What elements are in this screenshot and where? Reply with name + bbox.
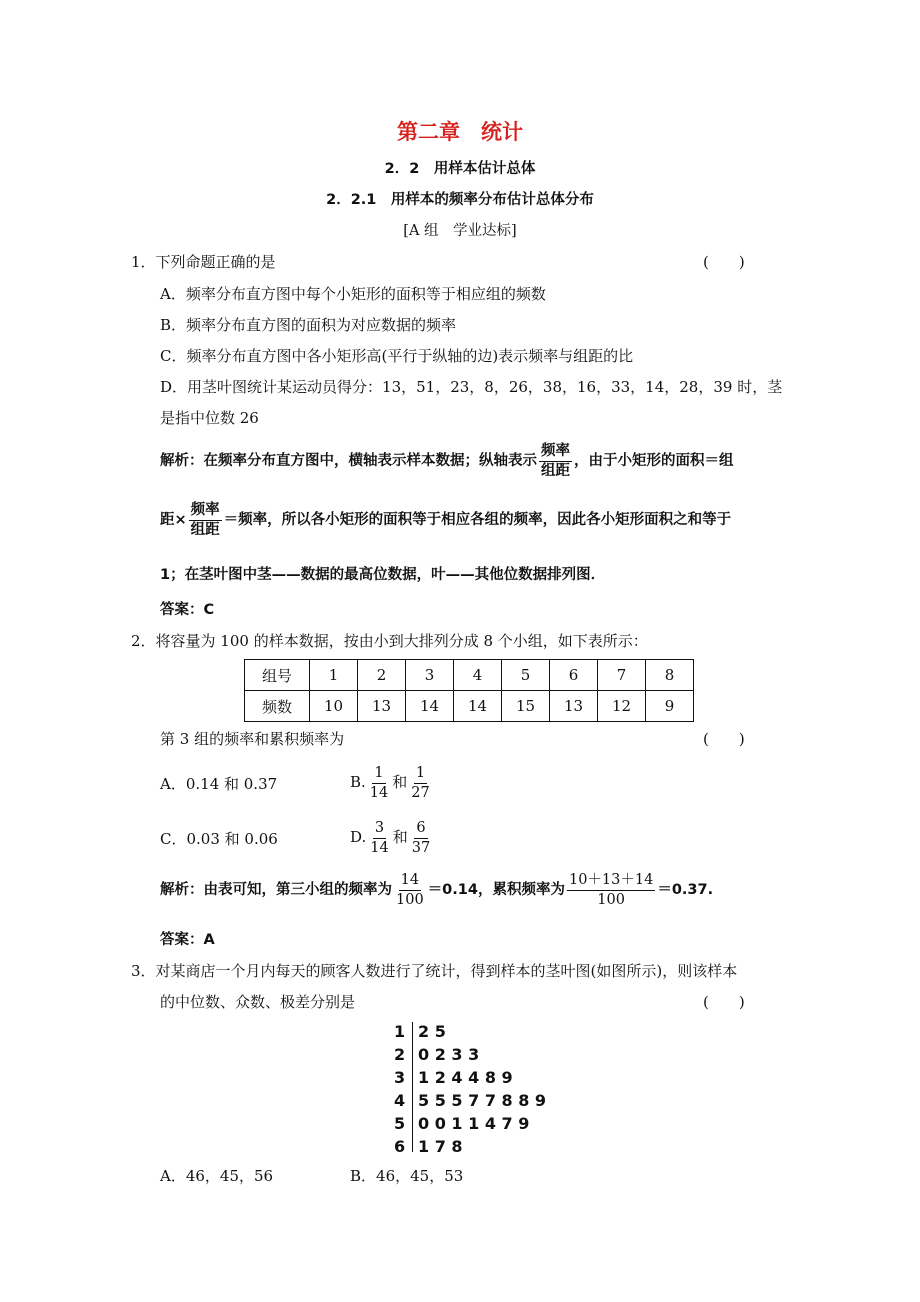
stem-leaf-row <box>394 1043 546 1066</box>
table-cell: 频数 <box>245 691 310 722</box>
table-row-group-number <box>245 660 694 691</box>
q2-option-b-fraction-2 <box>409 764 431 801</box>
table-cell: 5 <box>502 660 550 691</box>
subsection-title: 2．2.1 用样本的频率分布估计总体分布 <box>326 192 594 208</box>
table-cell: 14 <box>406 691 454 722</box>
leaves: 0 0 1 1 4 7 9 <box>418 1114 530 1133</box>
fraction-denominator: 27 <box>411 784 430 801</box>
stem-leaf-row <box>394 1066 546 1089</box>
stem-leaf-plot <box>394 1020 546 1158</box>
table-cell: 9 <box>646 691 694 722</box>
q3-option-b: B．46，45，53 <box>350 1167 464 1185</box>
fraction-numerator: 频率 <box>539 442 572 461</box>
q2-answer-paren: ( ) <box>703 730 745 748</box>
table-cell: 8 <box>646 660 694 691</box>
leaves: 1 7 8 <box>418 1137 463 1156</box>
table-cell: 10 <box>310 691 358 722</box>
table-cell: 组号 <box>245 660 310 691</box>
q2-option-b-label: B. <box>350 773 366 791</box>
group-label: [A 组 学业达标] <box>403 223 517 239</box>
fraction-denominator: 14 <box>369 784 389 801</box>
table-cell: 1 <box>310 660 358 691</box>
fraction-numerator: 频率 <box>189 501 222 520</box>
q2-option-c: C．0.03 和 0.06 <box>160 830 278 848</box>
q1-analysis-text-b: ，由于小矩形的面积＝组 <box>574 453 734 469</box>
table-cell: 4 <box>454 660 502 691</box>
fraction-denominator: 100 <box>597 891 625 908</box>
stem-leaf-row <box>394 1112 546 1135</box>
table-cell: 2 <box>358 660 406 691</box>
q2-option-b-fraction-1 <box>368 764 390 801</box>
q1-answer: 答案：C <box>160 602 215 618</box>
q1-option-c: C．频率分布直方图中各小矩形高(平行于纵轴的边)表示频率与组距的比 <box>160 347 634 365</box>
stem-leaf-row <box>394 1020 546 1043</box>
q2-option-d-fraction-2 <box>410 819 432 856</box>
stem: 4 <box>394 1091 406 1110</box>
stem: 3 <box>394 1068 406 1087</box>
fraction-numerator: 6 <box>414 819 427 838</box>
q2-option-d-and: 和 <box>392 828 408 846</box>
leaves: 5 5 5 7 7 8 8 9 <box>418 1091 547 1110</box>
q1-option-b: B．频率分布直方图的面积为对应数据的频率 <box>160 316 457 334</box>
q3-stem-line2: 的中位数、众数、极差分别是 <box>160 993 356 1011</box>
stem: 2 <box>394 1045 406 1064</box>
table-cell: 12 <box>598 691 646 722</box>
table-cell: 6 <box>550 660 598 691</box>
table-cell: 14 <box>454 691 502 722</box>
q3-option-a: A．46，45，56 <box>160 1167 274 1185</box>
q1-option-d-line1: D．用茎叶图统计某运动员得分：13，51，23，8，26，38，16，33，14，28，39 时，茎 <box>160 378 783 396</box>
fraction-denominator: 组距 <box>541 462 570 479</box>
q2-analysis-text-b: ＝0.14，累积频率为 <box>427 882 565 898</box>
table-cell: 13 <box>550 691 598 722</box>
q3-answer-paren: ( ) <box>703 993 745 1011</box>
table-cell: 15 <box>502 691 550 722</box>
q1-analysis-text-a: 解析：在频率分布直方图中，横轴表示样本数据；纵轴表示 <box>160 453 537 469</box>
stem: 1 <box>394 1022 406 1041</box>
q2-option-d-fraction-1 <box>368 819 390 856</box>
table-cell: 3 <box>406 660 454 691</box>
table-cell: 13 <box>358 691 406 722</box>
fraction-denominator: 14 <box>370 839 389 856</box>
q2-option-b-and: 和 <box>392 773 408 791</box>
q2-option-a: A．0.14 和 0.37 <box>160 775 278 793</box>
q2-analysis-fraction-1 <box>394 871 426 908</box>
fraction-denominator: 37 <box>411 839 431 856</box>
q2-option-d <box>350 815 434 859</box>
fraction-denominator: 100 <box>396 891 424 908</box>
stem: 5 <box>394 1114 406 1133</box>
q2-option-b <box>350 760 434 804</box>
fraction-numerator: 10＋13＋14 <box>567 871 655 890</box>
fraction-numerator: 14 <box>399 871 421 890</box>
q2-question: 第 3 组的频率和累积频率为 <box>160 730 345 748</box>
q1-answer-paren: ( ) <box>703 253 745 271</box>
q1-stem: 1．下列命题正确的是 <box>131 253 276 271</box>
q1-analysis-text-d: ＝频率，所以各小矩形的面积等于相应各组的频率，因此各小矩形面积之和等于 <box>223 512 732 528</box>
fraction-numerator: 3 <box>373 819 386 838</box>
q1-analysis-line2 <box>160 499 731 541</box>
q1-analysis-text-c: 距× <box>160 512 187 528</box>
q2-answer: 答案：A <box>160 932 215 948</box>
leaves: 1 2 4 4 8 9 <box>418 1068 513 1087</box>
stem-leaf-row <box>394 1089 546 1112</box>
leaves: 0 2 3 3 <box>418 1045 480 1064</box>
q2-analysis <box>160 868 713 912</box>
q1-option-a: A．频率分布直方图中每个小矩形的面积等于相应组的频数 <box>160 285 546 303</box>
table-row-frequency <box>245 691 694 722</box>
fraction-denominator: 组距 <box>190 521 220 538</box>
q1-analysis-line1 <box>160 440 734 482</box>
table-cell: 7 <box>598 660 646 691</box>
fraction-numerator: 1 <box>414 764 427 783</box>
q1-option-d-line2: 是指中位数 26 <box>160 409 259 427</box>
q2-stem: 2．将容量为 100 的样本数据，按由小到大排列分成 8 个小组，如下表所示： <box>131 632 648 650</box>
leaves: 2 5 <box>418 1022 446 1041</box>
stem-leaf-row <box>394 1135 546 1158</box>
q2-analysis-fraction-2 <box>567 871 655 908</box>
q3-stem-line1: 3．对某商店一个月内每天的顾客人数进行了统计，得到样本的茎叶图(如图所示)，则该样本 <box>131 962 738 980</box>
section-title: 2．2 用样本估计总体 <box>384 161 536 177</box>
fraction-numerator: 1 <box>372 764 385 783</box>
stem: 6 <box>394 1137 406 1156</box>
q2-analysis-text-c: ＝0.37. <box>657 882 714 898</box>
q1-analysis-fraction-2 <box>189 501 222 538</box>
q1-analysis-fraction-1 <box>539 442 572 479</box>
chapter-title: 第二章 统计 <box>397 120 523 144</box>
frequency-table <box>244 659 694 722</box>
q2-analysis-text-a: 解析：由表可知，第三小组的频率为 <box>160 882 392 898</box>
q1-analysis-line3: 1；在茎叶图中茎——数据的最高位数据，叶——其他位数据排列图． <box>160 567 606 583</box>
q2-option-d-label: D. <box>350 828 367 846</box>
